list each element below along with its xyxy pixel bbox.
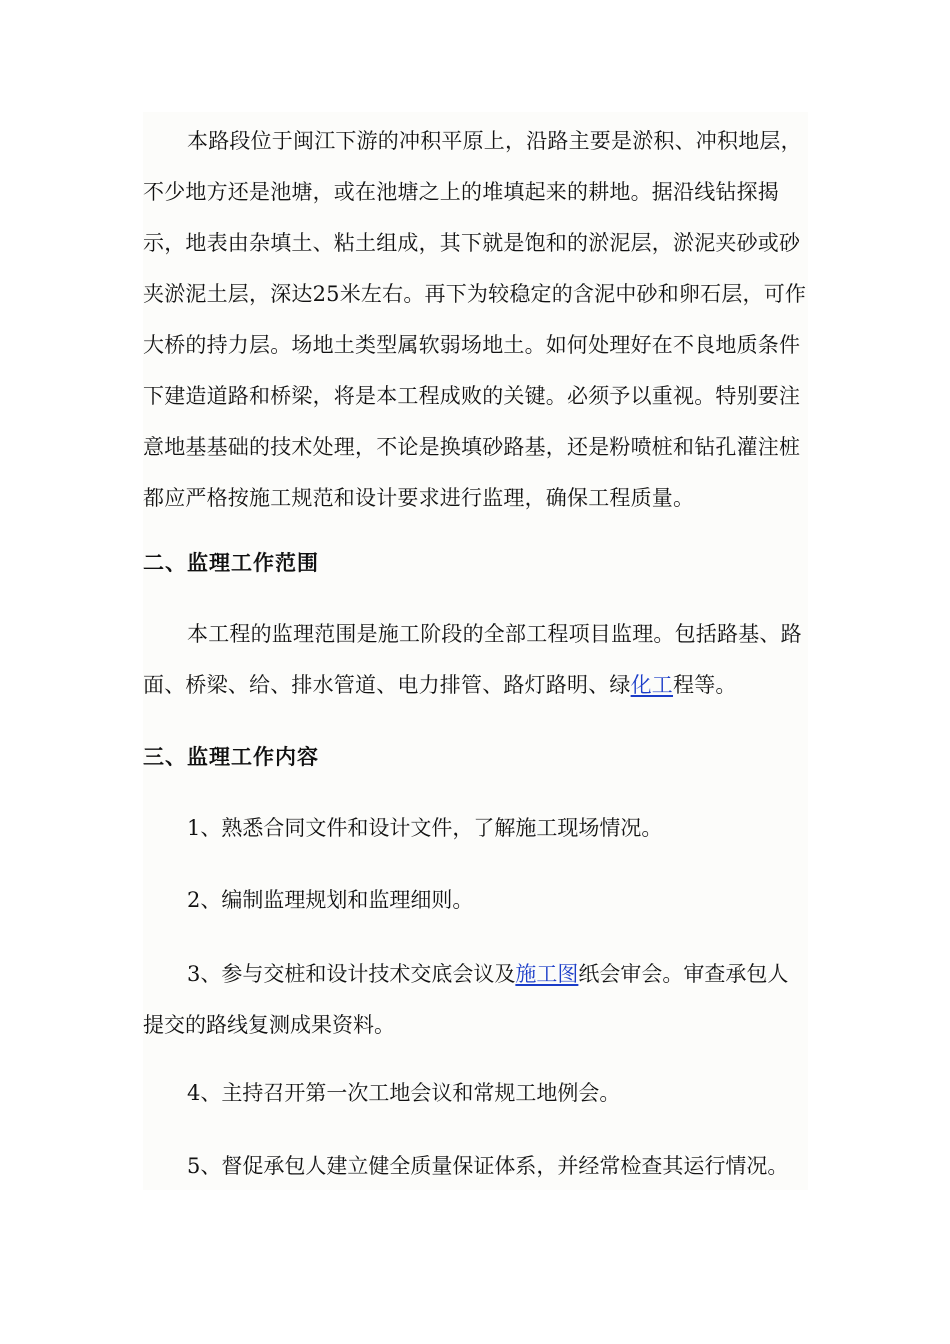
section-heading-content: 三、监理工作内容 [143,744,319,769]
scope-text-after: 程等。 [673,673,737,697]
list-item-4: 4、主持召开第一次工地会议和常规工地例会。 [187,1081,621,1105]
item3-text-before: 3、参与交桩和设计技术交底会议及 [187,962,516,986]
list-item-2: 2、编制监理规划和监理细则。 [187,888,474,912]
intro-paragraph: 本路段位于闽江下游的冲积平原上，沿路主要是淤积、冲积地层，不少地方还是池塘，或在池塘之上的堆填起来的耕地。据沿线钻探揭示，地表由杂填土、粘土组成，其下就是饱和的淤泥层，淤泥夹砂或砂夹淤泥土层，深达25米左右。再下为较稳定的含泥中砂和卵石层，可作大桥的持力层。场地土类型属软弱场地土。如何处理好在不良地质条件下建造道路和桥梁，将是本工程成败的关键。必须予以重视。特别要注意地基基础的技术处理，不论是换填砂路基，还是粉喷桩和钻孔灌注桩都应严格按施工规范和设计要求进行监理，确保工程质量。 [143,129,807,510]
scope-text-before: 本工程的监理范围是施工阶段的全部工程项目监理。包括路基、路面、桥梁、给、排水管道、电力排管、路灯路明、绿 [143,622,802,697]
item3-text-after: 纸会审会。审查承包人提交的路线复测成果资料。 [143,962,789,1037]
document-content [143,112,808,1190]
link-chemical[interactable]: 化工 [630,673,674,697]
scope-paragraph [143,609,808,711]
link-construction-drawing[interactable]: 施工图 [515,962,579,986]
section-heading-scope: 二、监理工作范围 [143,550,319,575]
list-item-3 [143,949,808,1051]
list-item-5: 5、督促承包人建立健全质量保证体系，并经常检查其运行情况。 [187,1154,789,1178]
list-item-1: 1、熟悉合同文件和设计文件，了解施工现场情况。 [187,816,663,840]
